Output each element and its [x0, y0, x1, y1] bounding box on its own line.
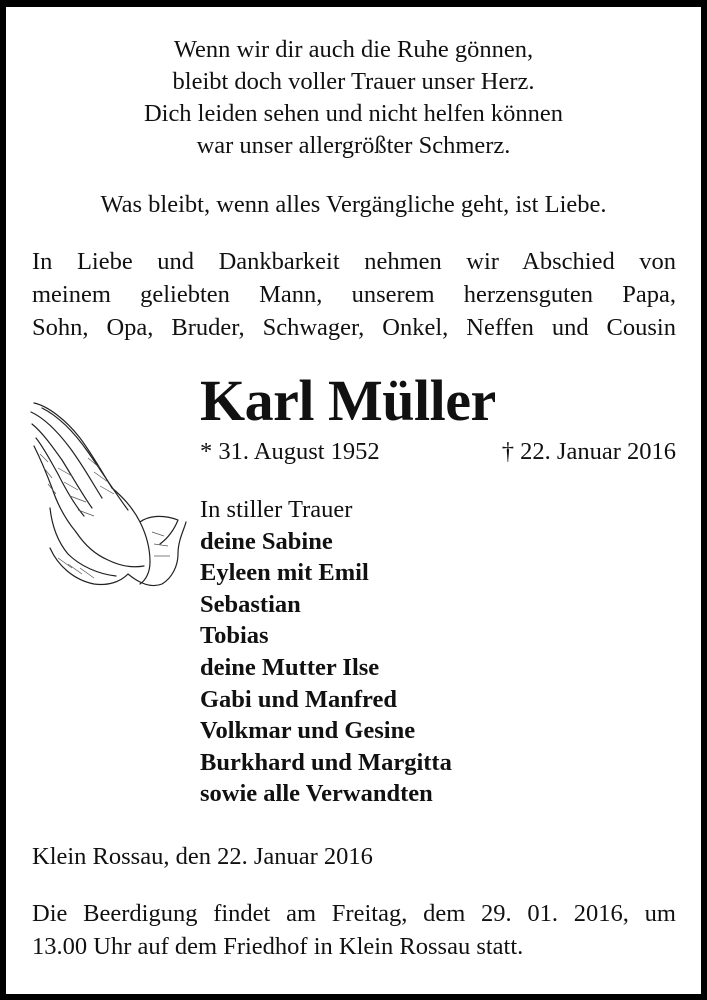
intro-line: meinem geliebten Mann, unserem herzensguten Papa,	[32, 281, 676, 308]
mourners-list	[200, 494, 452, 810]
birth-date: * 31. August 1952	[200, 438, 380, 465]
funeral-line: Die Beerdigung findet am Freitag, dem 29. 01. 2016, um	[32, 900, 676, 927]
mourner-name: deine Sabine	[200, 527, 333, 555]
intro-line: Sohn, Opa, Bruder, Schwager, Onkel, Neffen und Cousin	[32, 314, 676, 341]
poem-line: bleibt doch voller Trauer unser Herz.	[172, 68, 535, 95]
mourner-name: Tobias	[200, 622, 269, 650]
poem-line: war unser allergrößter Schmerz.	[196, 132, 511, 159]
mourner-name: Burkhard und Margitta	[200, 748, 452, 776]
mourners-heading: In stiller Trauer	[200, 496, 353, 523]
deceased-name: Karl Müller	[200, 368, 496, 433]
mourner-name: Sebastian	[200, 590, 301, 618]
quote: Was bleibt, wenn alles Vergängliche geht, ist Liebe.	[100, 191, 607, 218]
mourner-name: deine Mutter Ilse	[200, 653, 380, 681]
intro-line: In Liebe und Dankbarkeit nehmen wir Abschied von	[32, 248, 676, 275]
death-date: † 22. Januar 2016	[501, 438, 676, 465]
funeral-notice	[32, 897, 676, 963]
place-and-date: Klein Rossau, den 22. Januar 2016	[32, 843, 373, 870]
mourner-name: Eyleen mit Emil	[200, 559, 369, 587]
funeral-line: 13.00 Uhr auf dem Friedhof in Klein Rossau statt.	[32, 933, 524, 960]
poem	[0, 34, 707, 162]
life-dates	[200, 436, 676, 468]
praying-hands-icon	[28, 398, 188, 593]
mourner-name: sowie alle Verwandten	[200, 780, 433, 808]
mourner-name: Gabi und Manfred	[200, 685, 397, 713]
mourner-name: Volkmar und Gesine	[200, 717, 416, 745]
intro-text	[32, 245, 676, 344]
poem-line: Wenn wir dir auch die Ruhe gönnen,	[173, 36, 534, 63]
poem-line: Dich leiden sehen und nicht helfen können	[143, 100, 564, 127]
